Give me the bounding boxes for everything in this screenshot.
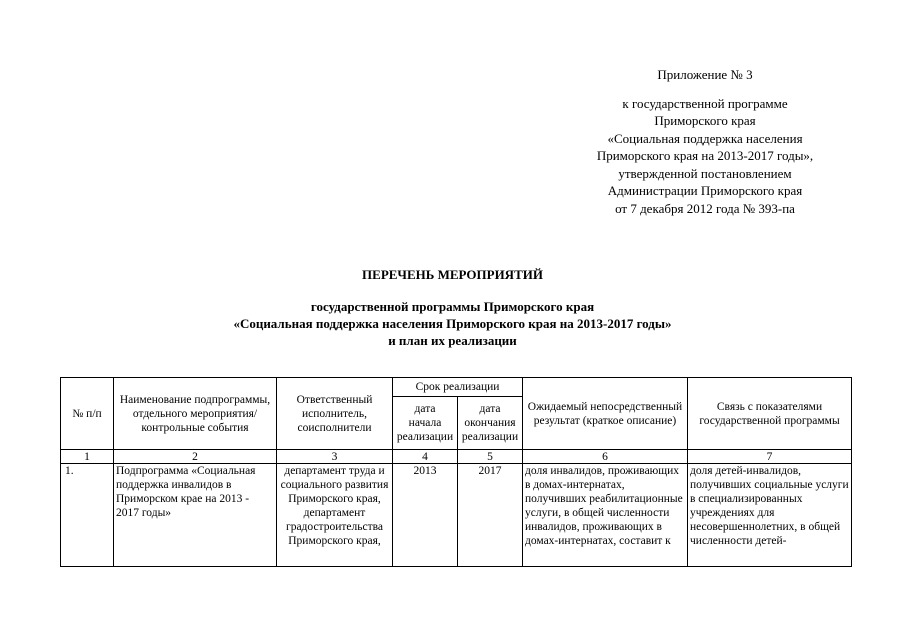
column-numbers-row — [61, 450, 852, 464]
table-row — [61, 464, 852, 567]
column-number: 2 — [114, 450, 277, 464]
row-num: 1. — [61, 464, 114, 567]
heading-title: ПЕРЕЧЕНЬ МЕРОПРИЯТИЙ — [362, 267, 543, 282]
header-link: Связь с показателями государственной программы — [688, 378, 852, 450]
header-executor: Ответственный исполнитель, соисполнители — [277, 378, 393, 450]
header-num: № п/п — [61, 378, 114, 450]
appendix-block — [560, 66, 850, 217]
appendix-title: Приложение № 3 — [657, 67, 753, 82]
column-number: 3 — [277, 450, 393, 464]
appendix-line: Администрации Приморского края — [607, 183, 803, 198]
header-name: Наименование подпрограммы, отдельного мероприятия/ контрольные события — [114, 378, 277, 450]
header-period: Срок реализации — [393, 378, 523, 397]
row-result: доля инвалидов, проживающих в домах-интернатах, получивших реабилитационные услуги, в общей численности инвалидов, проживающих в домах-интернатах, составит к — [523, 464, 688, 567]
header-result: Ожидаемый непосредственный результат (краткое описание) — [523, 378, 688, 450]
heading-subtitle-line: «Социальная поддержка населения Приморского края на 2013-2017 годы» — [233, 316, 672, 331]
column-number: 1 — [61, 450, 114, 464]
row-start-date: 2013 — [393, 464, 458, 567]
appendix-line: от 7 декабря 2012 года № 393-па — [615, 200, 795, 216]
row-executor: департамент труда и социального развития Приморского края, департамент градостроительства Приморского края, — [277, 464, 393, 567]
column-number: 6 — [523, 450, 688, 464]
column-number: 4 — [393, 450, 458, 464]
appendix-line: утвержденной постановлением — [618, 165, 792, 181]
column-number: 5 — [458, 450, 523, 464]
document-heading — [0, 266, 905, 349]
activities-table — [60, 377, 852, 567]
row-link: доля детей-инвалидов, получивших социальные услуги в специализированных учреждениях для несовершеннолетних, в общей численности детей- — [688, 464, 852, 567]
column-number: 7 — [688, 450, 852, 464]
appendix-line: Приморского края на 2013-2017 годы», — [596, 148, 814, 163]
header-start-date: дата начала реализации — [393, 397, 458, 450]
heading-subtitle-line: и план их реализации — [388, 333, 517, 348]
row-name: Подпрограмма «Социальная поддержка инвалидов в Приморском крае на 2013 - 2017 годы» — [114, 464, 277, 567]
header-end-date: дата окончания реализации — [458, 397, 523, 450]
row-end-date: 2017 — [458, 464, 523, 567]
appendix-line: «Социальная поддержка населения — [607, 130, 803, 146]
appendix-line: Приморского края — [654, 113, 756, 128]
heading-subtitle-line: государственной программы Приморского края — [310, 299, 595, 314]
appendix-line: к государственной программе — [622, 95, 788, 111]
